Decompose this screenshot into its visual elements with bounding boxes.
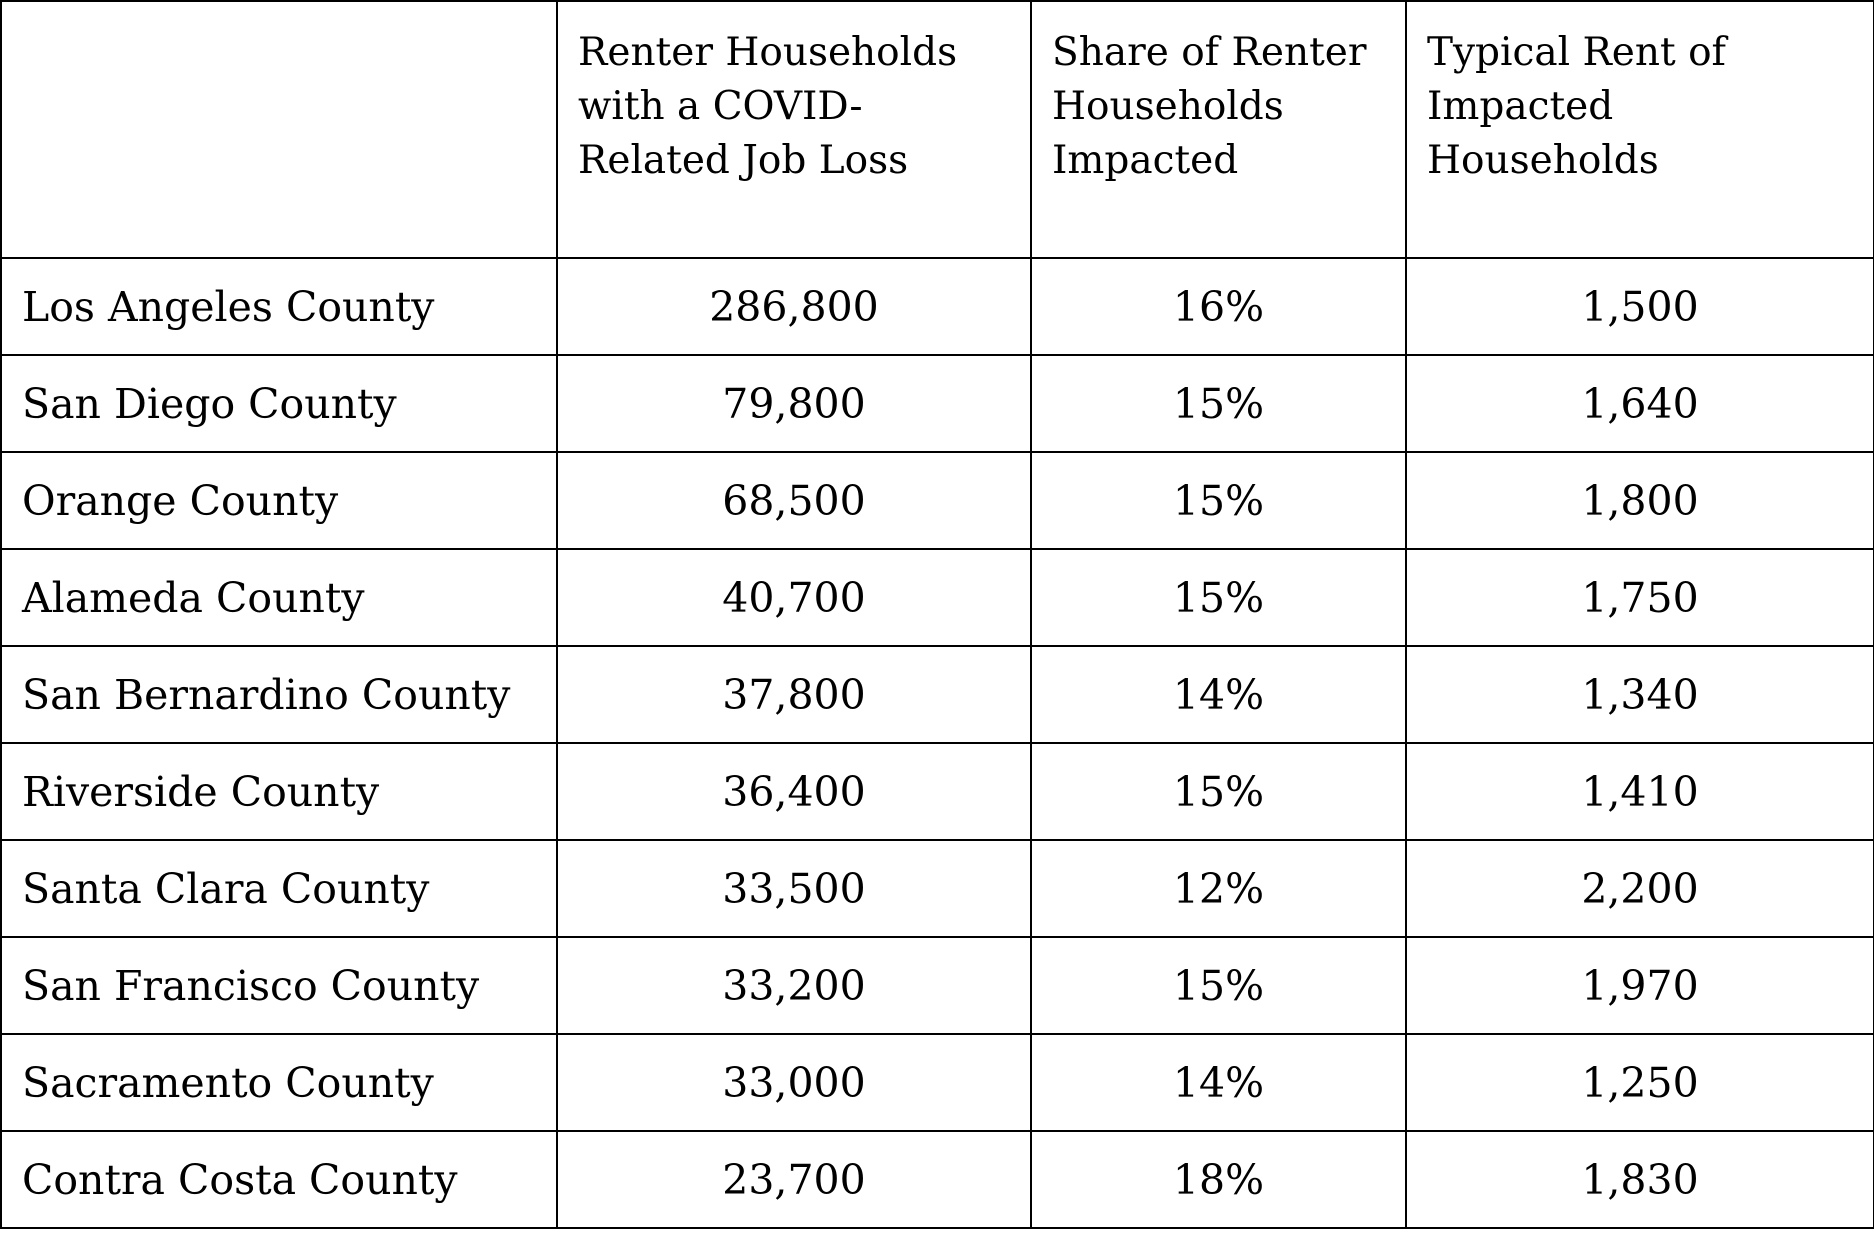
- county-name: San Bernardino County: [1, 646, 557, 743]
- header-typical-rent: Typical Rent of Impacted Households: [1406, 1, 1874, 258]
- table-row: [1, 549, 1874, 646]
- renter-households-value: 23,700: [557, 1131, 1031, 1228]
- renter-households-value: 37,800: [557, 646, 1031, 743]
- table-row: [1, 452, 1874, 549]
- table-row: [1, 646, 1874, 743]
- share-impacted-value: 15%: [1031, 452, 1406, 549]
- renter-households-value: 79,800: [557, 355, 1031, 452]
- share-impacted-value: 18%: [1031, 1131, 1406, 1228]
- table-row: [1, 1131, 1874, 1228]
- typical-rent-value: 1,500: [1406, 258, 1874, 355]
- header-share-impacted: Share of Renter Households Impacted: [1031, 1, 1406, 258]
- share-impacted-value: 15%: [1031, 355, 1406, 452]
- typical-rent-value: 1,410: [1406, 743, 1874, 840]
- share-impacted-value: 12%: [1031, 840, 1406, 937]
- county-name: Riverside County: [1, 743, 557, 840]
- county-name: San Francisco County: [1, 937, 557, 1034]
- table-row: [1, 258, 1874, 355]
- share-impacted-value: 14%: [1031, 1034, 1406, 1131]
- typical-rent-value: 1,970: [1406, 937, 1874, 1034]
- renter-households-value: 33,500: [557, 840, 1031, 937]
- typical-rent-value: 1,830: [1406, 1131, 1874, 1228]
- typical-rent-value: 1,340: [1406, 646, 1874, 743]
- typical-rent-value: 1,640: [1406, 355, 1874, 452]
- header-row: [1, 1, 1874, 258]
- share-impacted-value: 16%: [1031, 258, 1406, 355]
- table-row: [1, 840, 1874, 937]
- header-renter-households: Renter Households with a COVID-Related Job Loss: [557, 1, 1031, 258]
- county-name: Orange County: [1, 452, 557, 549]
- county-name: Contra Costa County: [1, 1131, 557, 1228]
- typical-rent-value: 1,250: [1406, 1034, 1874, 1131]
- table-row: [1, 355, 1874, 452]
- renter-households-value: 68,500: [557, 452, 1031, 549]
- typical-rent-value: 1,750: [1406, 549, 1874, 646]
- share-impacted-value: 14%: [1031, 646, 1406, 743]
- renter-households-value: 33,000: [557, 1034, 1031, 1131]
- typical-rent-value: 2,200: [1406, 840, 1874, 937]
- county-name: Los Angeles County: [1, 258, 557, 355]
- share-impacted-value: 15%: [1031, 549, 1406, 646]
- table-row: [1, 1034, 1874, 1131]
- renter-households-value: 33,200: [557, 937, 1031, 1034]
- county-name: San Diego County: [1, 355, 557, 452]
- county-name: Santa Clara County: [1, 840, 557, 937]
- renter-households-value: 40,700: [557, 549, 1031, 646]
- county-name: Alameda County: [1, 549, 557, 646]
- share-impacted-value: 15%: [1031, 937, 1406, 1034]
- table-row: [1, 743, 1874, 840]
- share-impacted-value: 15%: [1031, 743, 1406, 840]
- table-row: [1, 937, 1874, 1034]
- header-county: [1, 1, 557, 258]
- county-name: Sacramento County: [1, 1034, 557, 1131]
- typical-rent-value: 1,800: [1406, 452, 1874, 549]
- renter-households-value: 286,800: [557, 258, 1031, 355]
- renter-households-value: 36,400: [557, 743, 1031, 840]
